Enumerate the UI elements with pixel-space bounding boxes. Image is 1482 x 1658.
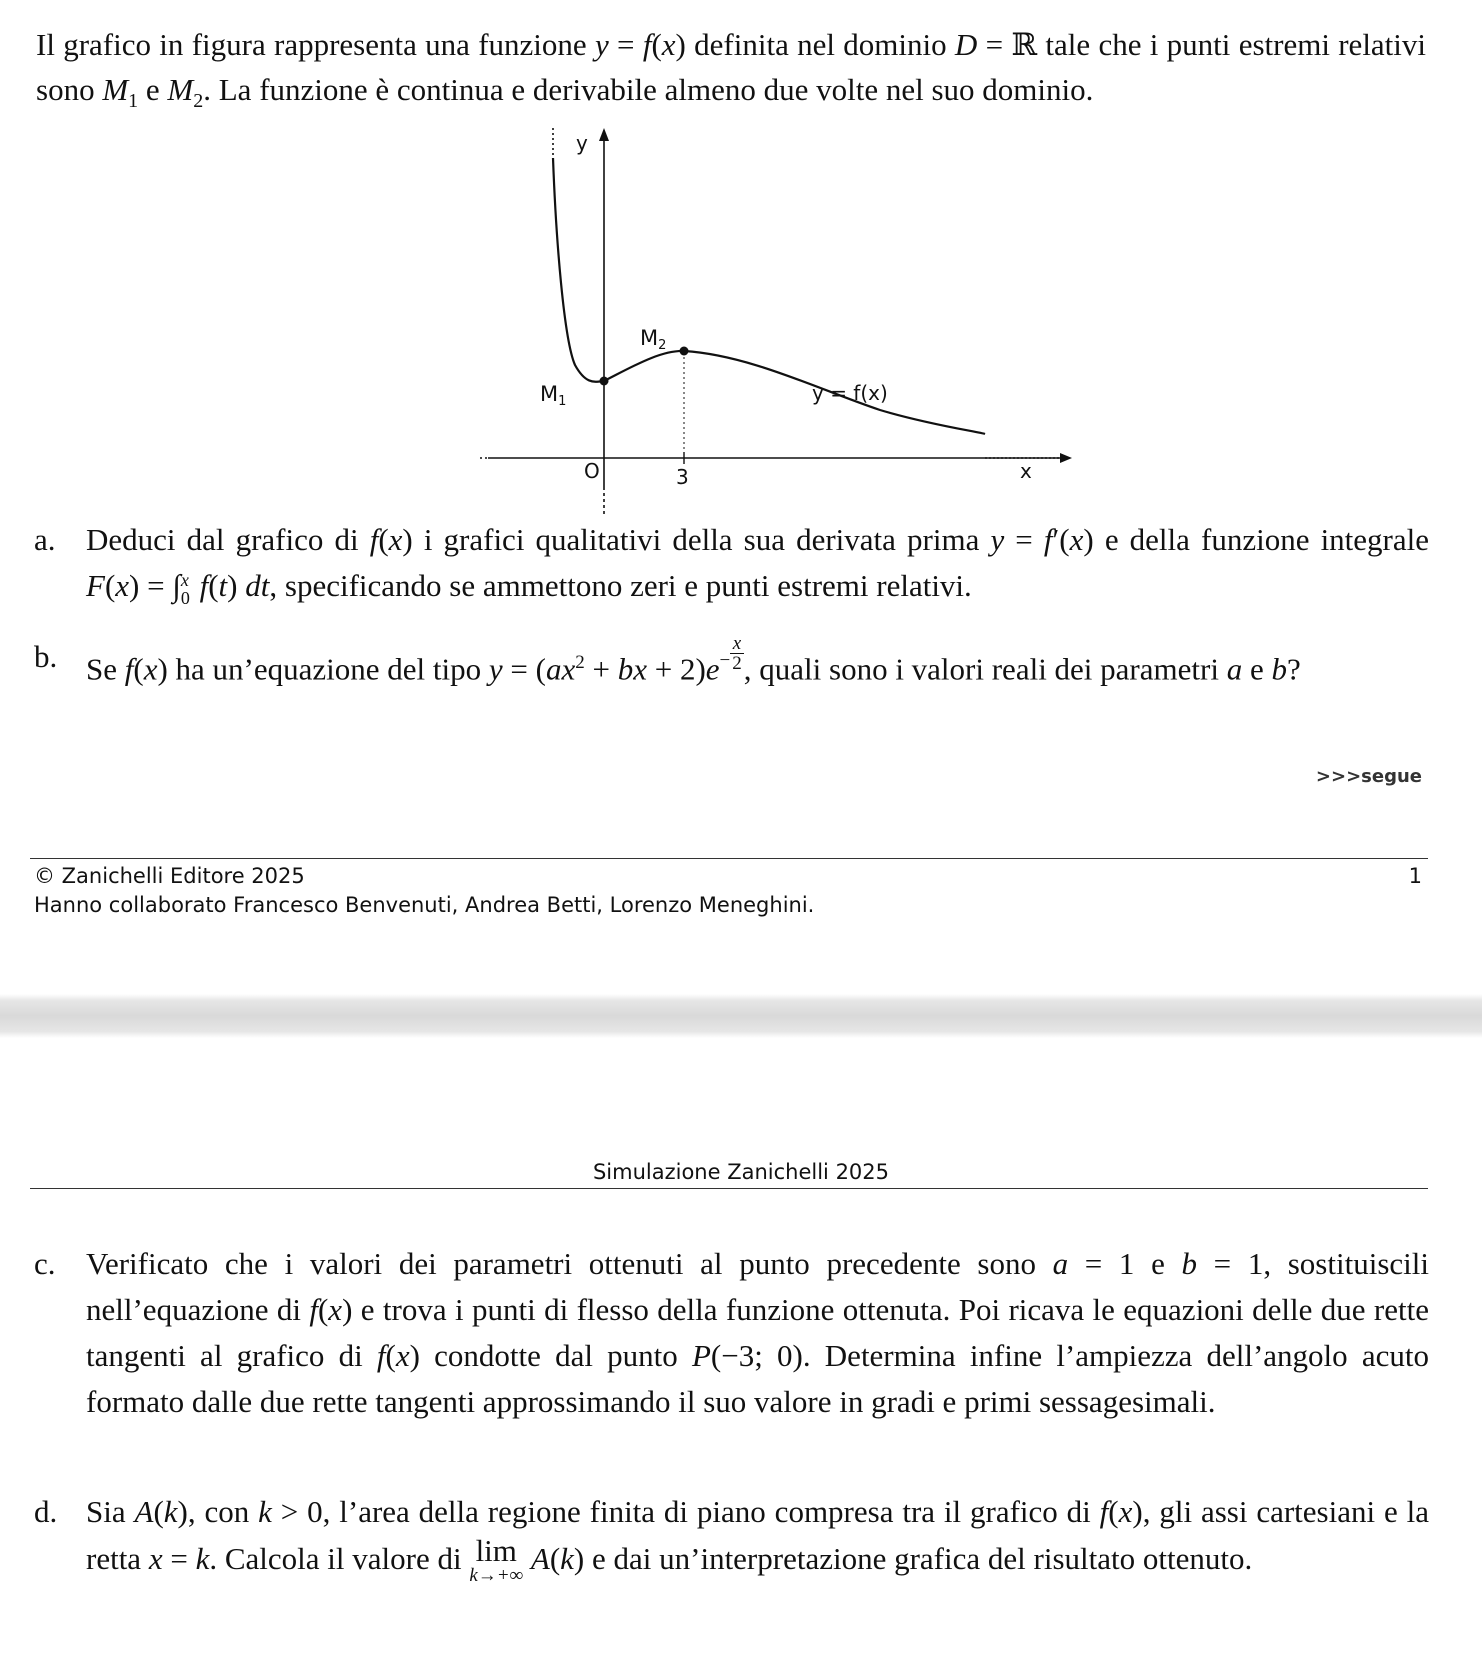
segue-label: >>>segue xyxy=(1315,766,1422,787)
x-axis-arrow xyxy=(1060,453,1072,463)
question-d xyxy=(34,1488,1429,1585)
x-axis-label: x xyxy=(1020,459,1032,483)
footer-credits: Hanno collaborato Francesco Benvenuti, Andrea Betti, Lorenzo Meneghini. xyxy=(34,893,815,917)
tick-3-label: 3 xyxy=(676,465,689,489)
question-d-label: d. xyxy=(34,1494,58,1529)
function-curve xyxy=(553,158,985,434)
origin-label: O xyxy=(584,459,600,483)
question-a xyxy=(34,517,1429,609)
question-d-text: Sia A(k), con k > 0, l’area della regione finita di piano compresa tra il grafico di f(x), gli assi cartesiani e la retta x = k. Calcola il valore di lim k→+∞ A(k) e dai un’interpretazione grafica del risultato ottenuto. xyxy=(86,1494,1429,1586)
function-graph xyxy=(480,120,1080,525)
y-axis-label: y xyxy=(576,131,588,155)
question-c-label: c. xyxy=(34,1246,56,1281)
question-b-label: b. xyxy=(34,639,58,674)
point-m2 xyxy=(680,347,689,356)
question-b xyxy=(34,634,1429,692)
y-axis-arrow xyxy=(599,128,609,141)
footer-copyright: © Zanichelli Editore 2025 xyxy=(34,864,305,888)
question-a-label: a. xyxy=(34,522,56,557)
m2-label: M2 xyxy=(640,326,667,353)
footer-page-number: 1 xyxy=(1408,864,1422,888)
question-c xyxy=(34,1241,1429,1425)
curve-label: y = f(x) xyxy=(812,381,888,405)
question-b-text: Se f(x) ha un’equazione del tipo $y = (ax^2$ + bx + 2)e− $\frac{x}{2}$ , quali sono i valori reali dei parametri a e b? xyxy=(86,633,1301,687)
question-c-text: Verificato che i valori dei parametri ottenuti al punto precedente sono a = 1 e b = 1, sostituiscili nell’equazione di f(x) e trova i punti di flesso della funzione ottenuta. Poi ricava le equazioni delle due rette tangenti al grafico di f(x) condotte dal punto P(−3; 0). Determina infine l’ampiezza dell’angolo acuto formato dalle due rette tangenti approssimando il suo valore in gradi e primi sessagesimali. xyxy=(86,1246,1430,1419)
intro-paragraph: Il grafico in figura rappresenta una funzione y = f(x) definita nel dominio D = ℝ tale che i punti estremi relativi sono $M_1$ e $M_2$. La funzione è continua e derivabile almeno due volte nel suo dominio. xyxy=(36,27,1427,113)
m1-label: M1 xyxy=(540,382,567,409)
point-m1 xyxy=(600,377,609,386)
footer-divider xyxy=(30,858,1428,859)
page-header: Simulazione Zanichelli 2025 xyxy=(592,1160,890,1184)
page-separator xyxy=(0,994,1482,1038)
header-divider xyxy=(30,1188,1428,1189)
question-a-text: Deduci dal grafico di f(x) i grafici qualitativi della sua derivata prima y = f′(x) e della funzione integrale F(x) = ∫ x 0 f(t) dt, specificando se ammettono zeri e punti estremi relativi. xyxy=(86,522,1430,608)
